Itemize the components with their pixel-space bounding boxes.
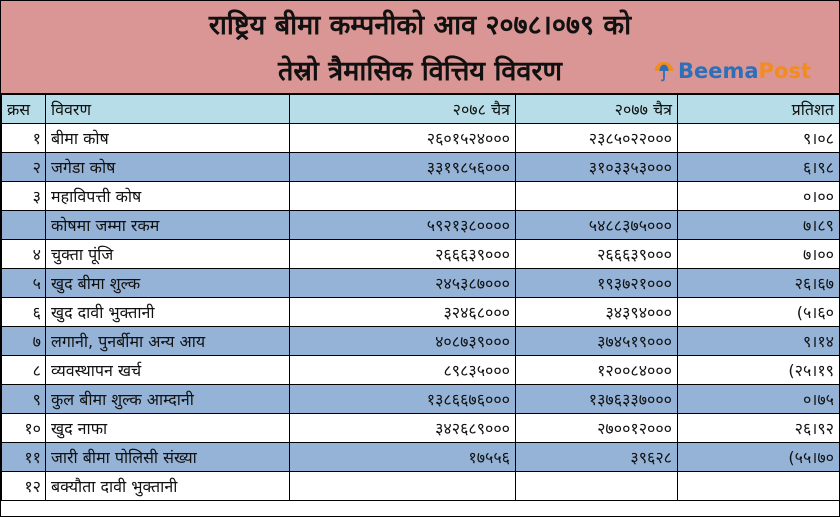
beemapost-logo xyxy=(653,57,811,85)
row-percent: ०।०० xyxy=(678,182,840,211)
row-description: खुद नाफा xyxy=(46,414,290,443)
umbrella-icon xyxy=(653,60,675,82)
row-value-2077: ३१०३३५३००० xyxy=(516,153,678,182)
row-percent: ९।०८ xyxy=(678,124,840,153)
row-description: कुल बीमा शुल्क आम्दानी xyxy=(46,385,290,414)
row-description: जारी बीमा पोलिसी संख्या xyxy=(46,443,290,472)
row-sn xyxy=(2,211,46,240)
table-row xyxy=(2,211,840,240)
row-percent: ७।०० xyxy=(678,240,840,269)
row-percent: ९।१४ xyxy=(678,327,840,356)
table-row xyxy=(2,298,840,327)
row-value-2077: ३४३९४००० xyxy=(516,298,678,327)
table-row xyxy=(2,356,840,385)
row-value-2077: ५४८८३७५००० xyxy=(516,211,678,240)
table-row xyxy=(2,385,840,414)
table-header-row xyxy=(2,95,840,124)
financial-table xyxy=(1,94,840,501)
row-sn: २ xyxy=(2,153,46,182)
column-header-description: विवरण xyxy=(46,95,290,124)
column-header-sn: क्रस xyxy=(2,95,46,124)
column-header-2077: २०७७ चैत्र xyxy=(516,95,678,124)
row-value-2077 xyxy=(516,472,678,501)
row-value-2077: २७००१२००० xyxy=(516,414,678,443)
row-description: खुद बीमा शुल्क xyxy=(46,269,290,298)
row-value-2078: १७५५६ xyxy=(290,443,516,472)
table-row xyxy=(2,182,840,211)
row-sn: १० xyxy=(2,414,46,443)
row-description: बक्यौता दावी भुक्तानी xyxy=(46,472,290,501)
report-title-line1: राष्ट्रिय बीमा कम्पनीको आव २०७८।०७९ को xyxy=(208,10,632,41)
table-row xyxy=(2,269,840,298)
table-row xyxy=(2,124,840,153)
row-description: चुक्ता पूंजि xyxy=(46,240,290,269)
row-sn: ९ xyxy=(2,385,46,414)
row-value-2078: ३४२६८९००० xyxy=(290,414,516,443)
row-sn: ७ xyxy=(2,327,46,356)
row-value-2078: १३८६६७६००० xyxy=(290,385,516,414)
row-value-2077: ३७४५१९००० xyxy=(516,327,678,356)
row-percent: (५।६० xyxy=(678,298,840,327)
row-value-2078: ४०८७३९००० xyxy=(290,327,516,356)
table-row xyxy=(2,414,840,443)
column-header-2078: २०७८ चैत्र xyxy=(290,95,516,124)
table-row xyxy=(2,443,840,472)
row-value-2078 xyxy=(290,182,516,211)
row-value-2077: २६६६३९००० xyxy=(516,240,678,269)
row-percent: ०।७५ xyxy=(678,385,840,414)
row-sn: ४ xyxy=(2,240,46,269)
column-header-percent: प्रतिशत xyxy=(678,95,840,124)
table-row xyxy=(2,153,840,182)
row-description: कोषमा जम्मा रकम xyxy=(46,211,290,240)
row-percent: २६।६७ xyxy=(678,269,840,298)
row-value-2078: ३२४६८००० xyxy=(290,298,516,327)
row-description: बीमा कोष xyxy=(46,124,290,153)
table-row xyxy=(2,240,840,269)
row-value-2078: २४५३८७००० xyxy=(290,269,516,298)
table-row xyxy=(2,472,840,501)
report-header xyxy=(1,1,839,94)
row-sn: १ xyxy=(2,124,46,153)
row-sn: ८ xyxy=(2,356,46,385)
row-description: महाविपत्ती कोष xyxy=(46,182,290,211)
row-sn: १२ xyxy=(2,472,46,501)
row-value-2078 xyxy=(290,472,516,501)
row-sn: ६ xyxy=(2,298,46,327)
row-percent: (२५।१९ xyxy=(678,356,840,385)
row-description: लगानी, पुनर्बीमा अन्य आय xyxy=(46,327,290,356)
row-value-2077: १३७६३३७००० xyxy=(516,385,678,414)
row-value-2077 xyxy=(516,182,678,211)
row-percent xyxy=(678,472,840,501)
report-title-line2: तेस्रो त्रैमासिक वित्तिय विवरण xyxy=(277,56,563,87)
row-value-2077: १९३७२१००० xyxy=(516,269,678,298)
row-value-2077: ३९६२८ xyxy=(516,443,678,472)
row-sn: ३ xyxy=(2,182,46,211)
row-percent: ६।९८ xyxy=(678,153,840,182)
row-value-2077: १२००८४००० xyxy=(516,356,678,385)
row-value-2078: ५९२१३८०००० xyxy=(290,211,516,240)
row-description: व्यवस्थापन खर्च xyxy=(46,356,290,385)
row-percent: (५५।७० xyxy=(678,443,840,472)
row-percent: २६।९२ xyxy=(678,414,840,443)
row-sn: ५ xyxy=(2,269,46,298)
row-percent: ७।८९ xyxy=(678,211,840,240)
row-value-2078: ८९८३५००० xyxy=(290,356,516,385)
table-row xyxy=(2,327,840,356)
row-value-2078: २६६६३९००० xyxy=(290,240,516,269)
row-description: खुद दावी भुक्तानी xyxy=(46,298,290,327)
row-value-2078: २६०१५२४००० xyxy=(290,124,516,153)
logo-text-post: Post xyxy=(758,59,811,83)
row-sn: ११ xyxy=(2,443,46,472)
row-value-2077: २३८५०२२००० xyxy=(516,124,678,153)
logo-text-beema: Beema xyxy=(678,59,759,83)
row-description: जगेडा कोष xyxy=(46,153,290,182)
row-value-2078: ३३१९८५६००० xyxy=(290,153,516,182)
